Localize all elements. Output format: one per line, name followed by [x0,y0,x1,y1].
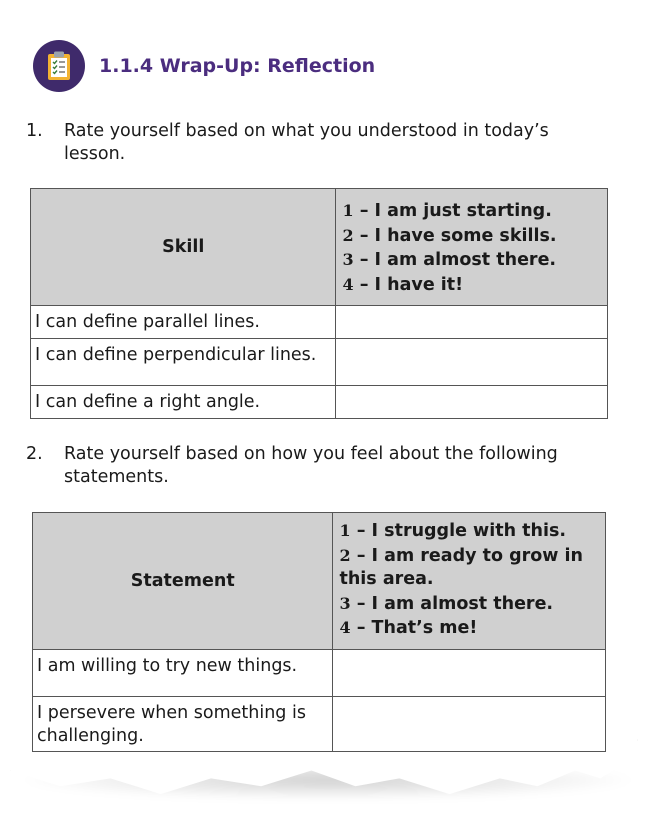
table-row [33,649,606,696]
rating-cell[interactable] [333,696,606,751]
question-number: 2. [26,444,43,464]
skill-statement: I can define a right angle. [31,386,336,419]
rating-scale-header [333,513,606,650]
scale-item: 1 – I struggle with this. [339,521,567,541]
question-2 [26,443,609,489]
table-header-row [33,513,606,650]
skill-rating-table [30,188,608,419]
clipboard-checklist-icon [33,40,85,92]
scale-item: 4 – I have it! [342,274,464,295]
rating-cell[interactable] [333,649,606,696]
scale-item: 4 – That’s me! [339,618,478,638]
skill-statement: I can define perpendicular lines. [31,339,336,386]
question-number: 1. [26,121,43,141]
statement-text: I persevere when something is challenging. [33,696,333,751]
scale-item: 3 – I am almost there. [342,250,557,270]
statement-text: I am willing to try new things. [33,649,333,696]
table-header-row [31,189,608,306]
section-title: 1.1.4 Wrap-Up: Reflection [99,55,376,77]
rating-cell[interactable] [336,306,608,339]
table-row [31,339,608,386]
table-row [33,696,606,751]
scale-item: 2 – I am ready to grow in this area. [339,545,584,589]
table-row [31,386,608,419]
rating-cell[interactable] [336,339,608,386]
skill-column-header: Skill [31,189,336,306]
scale-item: 2 – I have some skills. [342,225,557,246]
scale-item: 3 – I am almost there. [339,593,554,614]
question-text: Rate yourself based on how you feel about the following statements. [64,444,558,487]
rating-cell[interactable] [336,386,608,419]
table-row [31,306,608,339]
statement-column-header: Statement [33,513,333,650]
rating-scale-header [336,189,608,306]
statement-rating-table [32,512,606,752]
question-text: Rate yourself based on what you understood in today’s lesson. [64,121,549,164]
scale-item: 1 – I am just starting. [342,201,552,221]
section-header [33,40,375,92]
skill-statement: I can define parallel lines. [31,306,336,339]
question-1 [26,120,609,166]
